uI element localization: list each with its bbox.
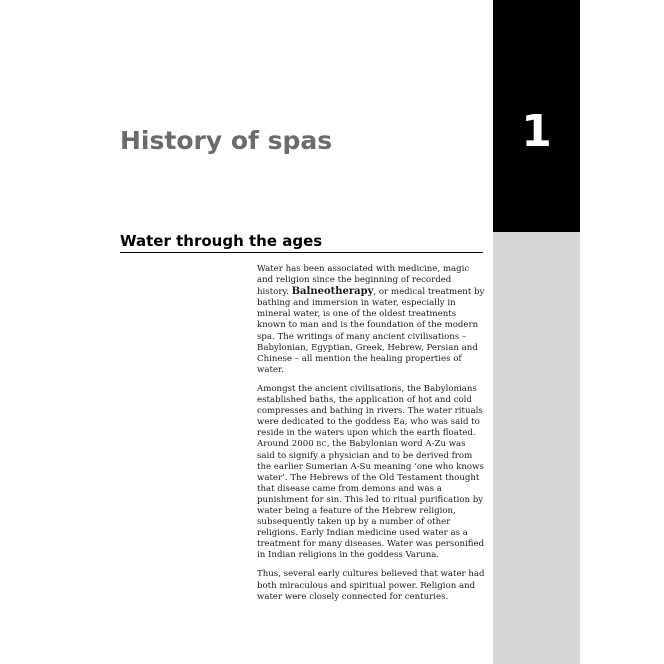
- paragraph-1-text-a: Water has been associated with medicine, magic and religion since the beginning of recorded history.: [257, 264, 470, 298]
- chapter-number: 1: [521, 106, 552, 157]
- era-label: BC: [316, 440, 327, 449]
- paragraph-2: [257, 384, 485, 562]
- body-text: [257, 264, 485, 611]
- chapter-title: History of spas: [120, 126, 333, 155]
- paragraph-3: Thus, several early cultures believed that water had both miraculous and spiritual power. Religion and water were closely connected for centuries.: [257, 569, 485, 602]
- paragraph-1-text-b: , or medical treatment by bathing and immersion in water, especially in mineral water, is one of the oldest treatments known to man and is the foundation of the modern spa. The writings of many ancient civilisations – Babylonian, Egyptian, Greek, Hebrew, Persian and Chinese – all mention the healing properties of water.: [257, 287, 485, 375]
- paragraph-2-text-a: Amongst the ancient civilisations, the Babylonians established baths, the application of hot and cold compresses and bathing in rivers. The water rituals were dedicated to the goddess Ea, who was said to reside in the waters upon which the earth floated. Around 2000: [257, 383, 483, 450]
- chapter-tab-grey: [493, 232, 580, 664]
- paragraph-1: [257, 264, 485, 376]
- paragraph-2-text-b: , the Babylonian word A-Zu was said to signify a physician and to be derived from the earlier Sumerian A-Su meaning ‘one who knows water’. The Hebrews of the Old Testament thought that disease came from demons and was a punishment for sin. This led to ritual purification by water being a feature of the Hebrew religion, subsequently taken up by a number of other religions. Early Indian medicine used water as a treatment for many diseases. Water was personified in Indian religions in the goddess Varuna.: [257, 439, 485, 561]
- term-balneotherapy: Balneotherapy: [291, 286, 374, 298]
- section-rule: [120, 252, 483, 253]
- section-heading: Water through the ages: [120, 232, 323, 250]
